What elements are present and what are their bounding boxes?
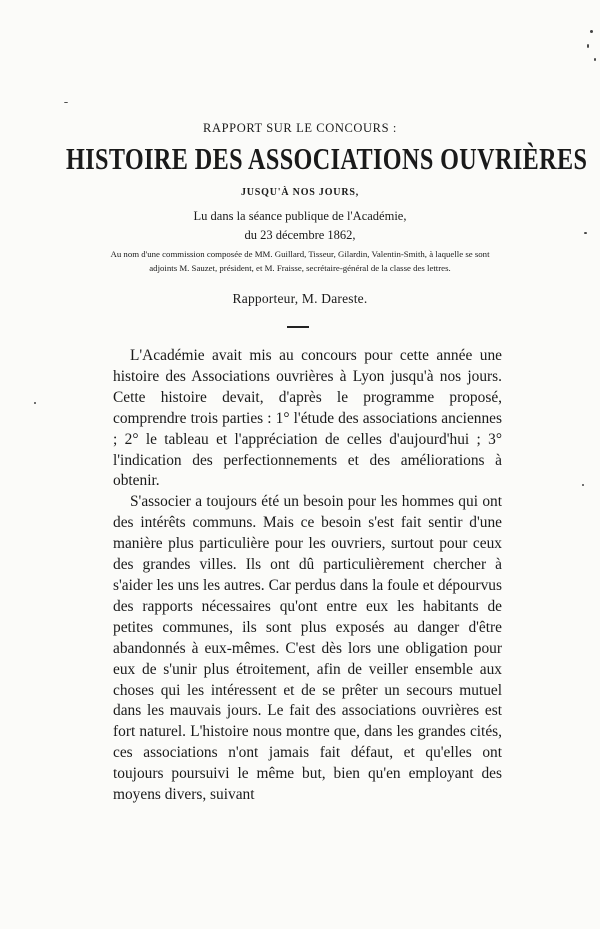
main-title: HISTOIRE DES ASSOCIATIONS OUVRIÈRES bbox=[66, 141, 588, 176]
scan-speck bbox=[587, 44, 589, 48]
rapporteur-line: Rapporteur, M. Dareste. bbox=[232, 291, 368, 306]
scan-speck bbox=[590, 30, 593, 33]
section-divider bbox=[287, 326, 309, 328]
scan-speck bbox=[34, 402, 36, 404]
date-line: du 23 décembre 1862, bbox=[244, 228, 356, 242]
session-line: Lu dans la séance publique de l'Académie, bbox=[193, 209, 407, 223]
paragraph-1: L'Académie avait mis au concours pour cette année une histoire des Associations ouvrières à Lyon jusqu'à nos jours. Cette histoire devait, d'après le programme proposé, comprendre trois parties : 1° l'étude des associations anciennes ; 2° le tableau et l'appréciation de celles d'aujourd'hui ; 3° l'indication des perfectionnements et des améliorations à obtenir. bbox=[113, 347, 502, 490]
report-heading: RAPPORT SUR LE CONCOURS : bbox=[203, 121, 397, 135]
subtitle: JUSQU'À NOS JOURS, bbox=[240, 187, 360, 198]
paragraph-2: S'associer a toujours été un besoin pour les hommes qui ont des intérêts communs. Mais ce besoin s'est fait sentir d'une manière plus particulière pour les ouvriers, surtout pour ceux des grandes villes. Ils ont dû particulièrement chercher à s'aider les uns les autres. Car perdus dans la foule et dépourvus des rapports nécessaires qu'ont entre eux les habitants de petites communes, ils sont plus exposés au danger d'être abandonnés à eux-mêmes. C'est dès lors une obligation pour eux de s'unir plus étroitement, afin de veiller ensemble aux choses qui les intéressent et de se prêter un secours mutuel dans les mauvais jours. Le fait des associations ouvrières est fort naturel. L'histoire nous montre que, dans les grandes cités, ces associations n'ont jamais fait défaut, et qu'elles ont toujours poursuivi le même but, bien qu'en employant des moyens divers, suivant bbox=[113, 493, 502, 804]
commission-note: Au nom d'une commission composée de MM. Guillard, Tisseur, Gilardin, Valentin-Smith, à laquelle se sont adjoints M. Sauzet, président, et M. Fraisse, secrétaire-général de la classe des lettres. bbox=[110, 249, 490, 273]
scan-speck bbox=[584, 232, 587, 234]
scan-speck bbox=[64, 102, 68, 103]
scan-speck bbox=[594, 58, 596, 61]
body-text bbox=[113, 346, 502, 806]
scan-speck bbox=[582, 484, 584, 486]
